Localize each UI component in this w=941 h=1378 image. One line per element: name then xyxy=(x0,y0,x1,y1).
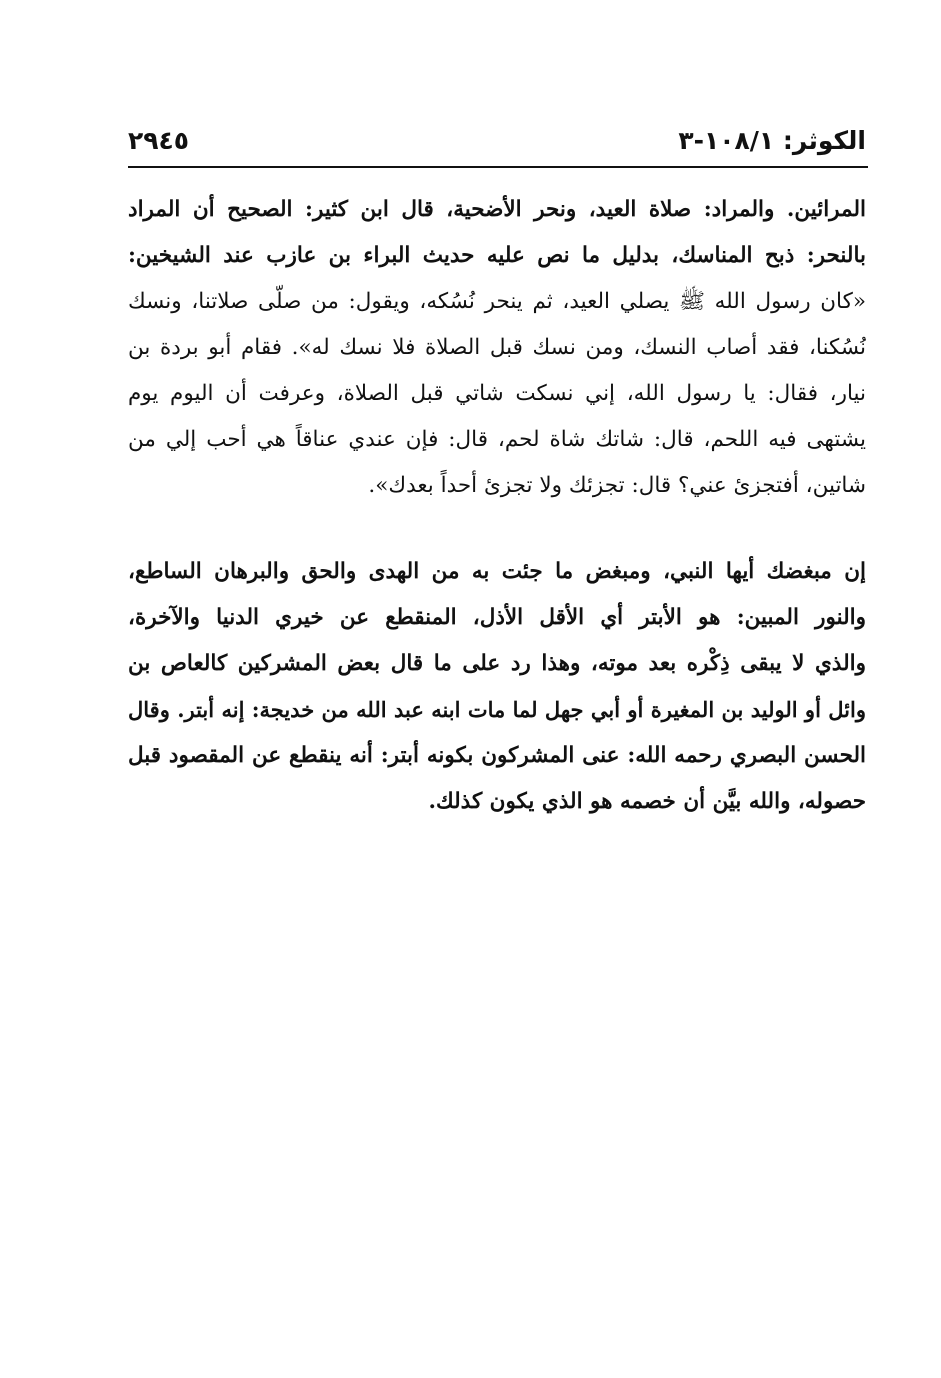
text-line: «كان رسول الله ﷺ يصلي العيد، ثم ينحر نُسُكه، ويقول: من صلّى صلاتنا، ونسك xyxy=(128,289,866,314)
surah-reference: الكوثر: ١٠٨/١-٣ xyxy=(678,125,866,155)
paragraph-tafsir-nahr xyxy=(128,187,866,509)
paragraph-tafsir-abtar xyxy=(128,549,866,825)
page-header xyxy=(128,118,866,162)
text-line: حصوله، والله بيَّن أن خصمه هو الذي يكون كذلك. xyxy=(428,789,866,814)
text-line: والذي لا يبقى ذِكْره بعد موته، وهذا رد على ما قال بعض المشركين كالعاص بن xyxy=(128,651,866,676)
text-line: والنور المبين: هو الأبتر أي الأقل الأذل، المنقطع عن خيري الدنيا والآخرة، xyxy=(128,605,866,630)
text-line: إن مبغضك أيها النبي، ومبغض ما جئت به من الهدى والحق والبرهان الساطع، xyxy=(128,559,866,584)
text-line: بالنحر: ذبح المناسك، بدليل ما نص عليه حديث البراء بن عازب عند الشيخين: xyxy=(128,243,866,268)
text-line: نُسُكنا، فقد أصاب النسك، ومن نسك قبل الصلاة فلا نسك له». فقام أبو بردة بن xyxy=(128,335,866,360)
header-divider xyxy=(128,166,868,168)
text-line: وائل أو الوليد بن المغيرة أو أبي جهل لما مات ابنه عبد الله من خديجة: إنه أبتر. وقال xyxy=(128,697,866,722)
text-line: المرائين. والمراد: صلاة العيد، ونحر الأضحية، قال ابن كثير: الصحيح أن المراد xyxy=(128,197,866,222)
page-number: ٢٩٤٥ xyxy=(128,125,190,155)
text-line: الحسن البصري رحمه الله: عنى المشركون بكونه أبتر: أنه ينقطع عن المقصود قبل xyxy=(128,743,866,768)
text-line: يشتهى فيه اللحم، قال: شاتك شاة لحم، قال: فإن عندي عناقاً هي أحب إلي من xyxy=(128,427,866,452)
text-line: نيار، فقال: يا رسول الله، إني نسكت شاتي قبل الصلاة، وعرفت أن اليوم يوم xyxy=(128,381,866,406)
text-line: شاتين، أفتجزئ عني؟ قال: تجزئك ولا تجزئ أحداً بعدك». xyxy=(368,473,866,498)
